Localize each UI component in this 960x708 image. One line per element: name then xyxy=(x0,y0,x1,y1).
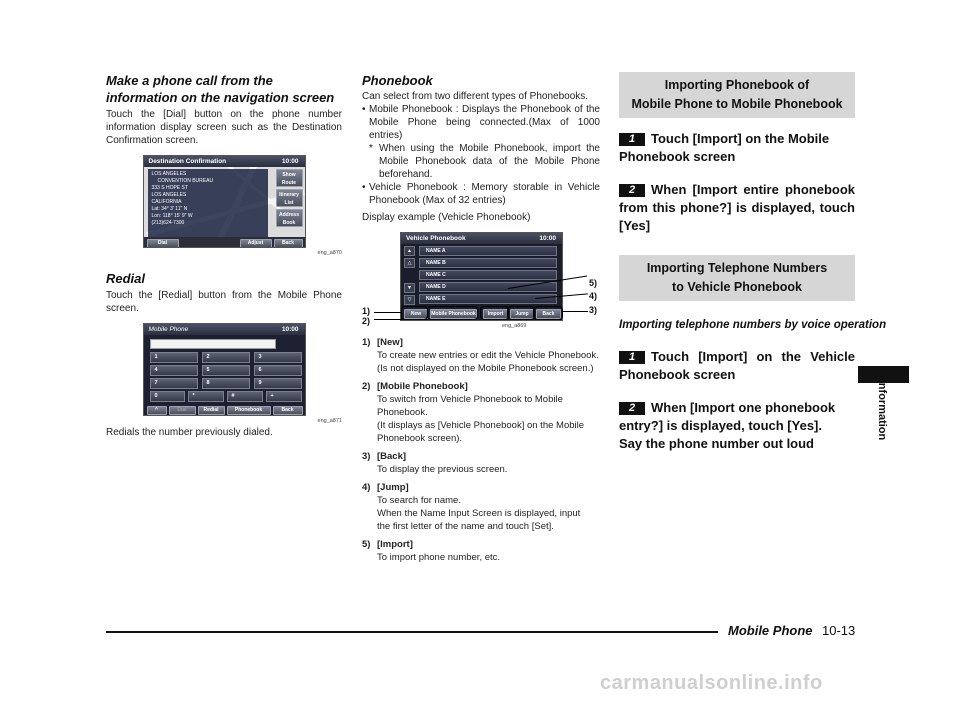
figure-caption: eng_a871 xyxy=(317,418,342,424)
phonebook-entry[interactable]: NAME B xyxy=(419,258,557,268)
key-5[interactable]: 5 xyxy=(202,365,250,376)
page-number: 10-13 xyxy=(822,623,856,638)
key-3[interactable]: 3 xyxy=(254,352,302,363)
legend-item: 5) [Import] To import phone number, etc. xyxy=(362,539,501,563)
step-number: 1 xyxy=(619,351,645,364)
phonebook-heading: Phonebook xyxy=(362,73,433,88)
step-2: 2 When [Import entire phonebook from this phone?] is displayed, touch [Yes] xyxy=(619,182,855,233)
callout-5: 5) xyxy=(589,278,598,288)
key-2[interactable]: 2 xyxy=(202,352,250,363)
screen-clock: 10:00 xyxy=(281,326,299,333)
column-navigation-call xyxy=(106,72,342,439)
scroll-top-button[interactable]: ▲ xyxy=(404,246,415,256)
chapter-side-label: Information xyxy=(876,379,888,441)
new-button[interactable]: New xyxy=(404,309,428,319)
address-book-button[interactable]: Address Book xyxy=(276,209,303,227)
section-box-import-mobile: Importing Phonebook of Mobile Phone to Mobile Phonebook xyxy=(619,72,855,118)
key-8[interactable]: 8 xyxy=(202,378,250,389)
dial-button[interactable]: Dial xyxy=(169,406,196,415)
redial-paragraph: Touch the [Redial] button from the Mobile Phone screen. xyxy=(106,290,342,314)
callout-4: 4) xyxy=(589,291,598,301)
watermark: carmanualsonline.info xyxy=(600,672,823,694)
phonebook-entry[interactable]: NAME A xyxy=(419,246,557,256)
screen-clock: 10:00 xyxy=(539,235,556,242)
mobile-phone-screenshot xyxy=(143,323,306,416)
step-number: 1 xyxy=(619,133,645,146)
phonebook-entry[interactable]: NAME D xyxy=(419,282,557,292)
screen-title: Vehicle Phonebook xyxy=(401,233,562,244)
section-heading-nav-call: Make a phone call from the information on the navigation screen xyxy=(106,73,335,105)
screen-clock: 10:00 xyxy=(281,158,299,165)
legend-item: 3) [Back] To display the previous screen. xyxy=(362,451,508,475)
key-9[interactable]: 9 xyxy=(254,378,302,389)
key-0[interactable]: 0 xyxy=(150,391,185,402)
destination-info-panel: LOS ANGELES CONVENTION BUREAU 333 S HOPE ST LOS ANGELES CALIFORNIA Lat: 34° 3' 11" N Lon: 118° 15' 9" W (213)624-7300 xyxy=(148,169,268,239)
phonebook-button[interactable]: Phonebook xyxy=(227,406,271,415)
highlight-back xyxy=(533,306,563,320)
key-4[interactable]: 4 xyxy=(150,365,198,376)
voice-operation-heading: Importing telephone numbers by voice operation xyxy=(619,319,887,331)
destination-confirmation-screenshot xyxy=(143,155,306,248)
redial-closing-text: Redials the number previously dialed. xyxy=(106,427,273,438)
key-6[interactable]: 6 xyxy=(254,365,302,376)
phonebook-entry[interactable]: NAME C xyxy=(419,270,557,280)
back-button[interactable]: Back xyxy=(274,239,303,248)
footer-rule xyxy=(106,631,718,633)
button-legend-list xyxy=(362,336,600,564)
highlight-mobile-phonebook xyxy=(427,306,478,320)
key-plus[interactable]: + xyxy=(266,391,302,402)
redial-heading: Redial xyxy=(106,271,146,286)
callout-3: 3) xyxy=(589,305,598,315)
dial-button[interactable]: Dial xyxy=(147,239,179,248)
screen-title: Destination Confirmation xyxy=(144,156,305,167)
show-route-button[interactable]: Show Route xyxy=(276,169,303,187)
section-box-import-vehicle: Importing Telephone Numbers to Vehicle Phonebook xyxy=(619,255,855,301)
column-phonebook xyxy=(362,72,600,569)
back-button[interactable]: Back xyxy=(273,406,303,415)
step-voice-1: 1 Touch [Import] on the Vehicle Phonebook screen xyxy=(619,349,855,382)
key-7[interactable]: 7 xyxy=(150,378,198,389)
nav-call-paragraph: Touch the [Dial] button on the phone number information display screen such as the Destination Confirmation screen. xyxy=(106,109,342,146)
key-hash[interactable]: # xyxy=(227,391,263,402)
mobile-phonebook-button[interactable]: Mobile Phonebook xyxy=(431,311,476,317)
phonebook-entry[interactable]: NAME E xyxy=(419,294,557,304)
key-star[interactable]: * xyxy=(188,391,224,402)
scroll-bottom-button[interactable]: ▽ xyxy=(404,295,415,305)
legend-item: 1) [New] To create new entries or edit the Vehicle Phonebook. (Is not displayed on the Mobile Phonebook screen.) xyxy=(362,337,599,374)
highlight-jump xyxy=(507,306,535,320)
key-1[interactable]: 1 xyxy=(150,352,198,363)
scroll-down-button[interactable]: ▼ xyxy=(404,283,415,293)
phonebook-intro: Can select from two different types of Phonebooks. • Mobile Phonebook : Displays the Phonebook of the Mobile Phone being connected.(Max of 1000 entries) * When using the Mobile Phonebook, import the Mobile Phonebook data of the Mobile Phone beforehand. • Vehicle Phonebook : Memory storable in Vehicle Phonebook (Max of 32 entries) Display example (Vehicle Phonebook) xyxy=(362,91,600,223)
legend-item: 4) [Jump] To search for name. When the Name Input Screen is displayed, input the first letter of the name and touch [Set]. xyxy=(362,482,581,532)
back-button[interactable]: Back xyxy=(536,309,561,319)
step-number: 2 xyxy=(619,402,645,415)
figure-caption: eng_a870 xyxy=(317,250,342,256)
highlight-new xyxy=(401,306,428,320)
legend-item: 2) [Mobile Phonebook] To switch from Vehicle Phonebook to Mobile Phonebook. (It displays as [Vehicle Phonebook] on the Mobile Phonebook screen). xyxy=(362,381,585,444)
callout-2: 2) xyxy=(362,316,371,326)
redial-button[interactable]: Redial xyxy=(198,406,225,415)
adjust-button[interactable]: Adjust xyxy=(240,239,272,248)
step-voice-2: 2 When [Import one phonebook entry?] is displayed, touch [Yes]. Say the phone number out loud xyxy=(619,400,836,451)
scroll-up-button[interactable]: △ xyxy=(404,258,415,268)
step-1: 1 Touch [Import] on the Mobile Phonebook screen xyxy=(619,131,830,164)
import-button[interactable]: Import xyxy=(483,309,508,319)
highlight-import xyxy=(480,306,509,320)
screen-title: Mobile Phone xyxy=(144,324,305,335)
callout-1: 1) xyxy=(362,306,371,316)
scroll-up-button[interactable]: ^ xyxy=(147,406,167,415)
step-number: 2 xyxy=(619,184,645,197)
itinerary-list-button[interactable]: Itinerary List xyxy=(276,189,303,207)
jump-button[interactable]: Jump xyxy=(510,309,534,319)
vehicle-phonebook-figure xyxy=(362,232,600,328)
figure-caption: eng_a869 xyxy=(502,323,527,329)
footer-section-title: Mobile Phone xyxy=(728,623,813,638)
number-entry-field[interactable] xyxy=(150,339,276,349)
